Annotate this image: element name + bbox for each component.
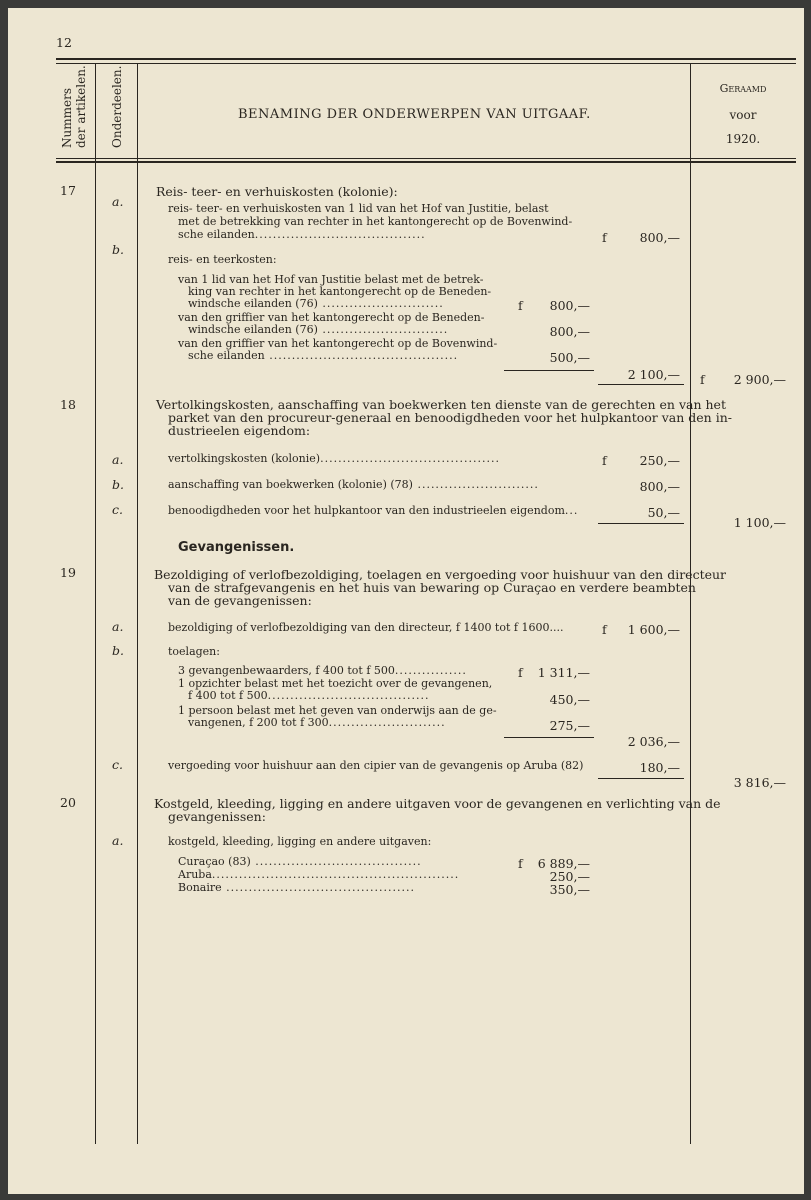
text-line: Curaçao (83) ..................................... [178,855,422,868]
article-total: 3 816,— [733,775,786,790]
amount: 250,— [549,869,590,884]
article-number: 19 [60,565,76,580]
currency-f: f [602,622,607,637]
sum-rule [598,384,684,385]
text-line: king van rechter in het kantongerecht op de Beneden- [188,285,492,298]
text-line: aanschaffing van boekwerken (kolonie) (78) ........................... [168,478,539,491]
text-line: toelagen: [168,645,220,658]
currency-f: f [602,230,607,245]
header-title: BENAMING DER ONDERWERPEN VAN UITGAAF. [238,107,591,122]
header-bottom-rule-2 [56,161,796,163]
text-line: sche eilanden...................................... [178,228,426,241]
sum-rule [598,778,684,779]
sub-letter: a. [112,452,124,467]
amount: 800,— [639,230,680,245]
header-artikelen: der artikelen. [74,65,88,148]
amount: 275,— [549,718,590,733]
text-line: sche eilanden .......................................... [188,349,459,362]
section-heading: Gevangenissen. [178,540,295,555]
header-onderdeelen: Onderdeelen. [110,65,124,148]
amount: 2 036,— [627,734,680,749]
article-number: 20 [60,795,76,810]
sub-letter: a. [112,619,124,634]
sub-letter: b. [112,242,124,257]
header-top-rule-2 [56,63,796,64]
text-line: van 1 lid van het Hof van Justitie belast met de betrek- [178,273,484,286]
amount: 800,— [549,298,590,313]
text-line: windsche eilanden (76) ............................ [188,323,449,336]
sub-letter: c. [112,757,123,772]
amount: 800,— [639,479,680,494]
text-line: dustrieelen eigendom: [168,423,311,438]
text-line: bezoldiging of verlofbezoldiging van den directeur, f 1400 tot f 1600.... [168,621,564,634]
sub-letter: a. [112,833,124,848]
amount: 50,— [647,505,680,520]
text-line: Aruba....................................................... [178,868,460,881]
text-line: reis- en teerkosten: [168,253,277,266]
sum-rule [504,737,594,738]
text-line: benoodigdheden voor het hulpkantoor van den industrieelen eigendom... [168,504,579,517]
text-line: vangenen, f 200 tot f 300.......................... [188,716,446,729]
text-line: vergoeding voor huishuur aan den cipier van de gevangenis op Aruba (82) [168,759,584,772]
article-number: 18 [60,397,76,412]
currency-f: f [518,856,523,871]
header-voor: voor [729,108,757,122]
amount: 800,— [549,324,590,339]
amount: 180,— [639,760,680,775]
amount: 6 889,— [537,856,590,871]
text-line: met de betrekking van rechter in het kantongerecht op de Bovenwind- [178,215,573,228]
text-line: kostgeld, kleeding, ligging en andere uitgaven: [168,835,432,848]
text-line: 1 opzichter belast met het toezicht over de gevangenen, [178,677,493,690]
text-line: Kostgeld, kleeding, ligging en andere uitgaven voor de gevangenen en verlichting van de [154,796,721,811]
header-year: 1920. [725,132,761,146]
text-line: f 400 tot f 500.................................... [188,689,430,702]
sub-letter: b. [112,643,124,658]
text-line: Vertolkingskosten, aanschaffing van boekwerken ten dienste van de gerechten en van het [156,397,726,412]
article-title: Reis- teer- en verhuiskosten (kolonie): [156,184,398,199]
amount: 1 600,— [627,622,680,637]
currency-f: f [518,665,523,680]
sub-letter: c. [112,502,123,517]
text-line: vertolkingskosten (kolonie)........................................ [168,452,500,465]
text-line: 1 persoon belast met het geven van onderwijs aan de ge- [178,704,497,717]
amount: 250,— [639,453,680,468]
currency-f: f [602,453,607,468]
article-total: 2 900,— [733,372,786,387]
header-nummers: Nummers [60,88,74,148]
text-line: 3 gevangenbewaarders, f 400 tot f 500................ [178,664,467,677]
column-divider-3 [690,64,691,1144]
header-geraamd: Geraamd [719,82,767,95]
amount: 1 311,— [537,665,590,680]
amount: 350,— [549,882,590,897]
text-line: van de gevangenissen: [168,593,312,608]
text-line: gevangenissen: [168,809,266,824]
text-line: reis- teer- en verhuiskosten van 1 lid van het Hof van Justitie, belast [168,202,549,215]
sub-letter: a. [112,194,124,209]
text-line: parket van den procureur-generaal en benoodigdheden voor het hulpkantoor van den in- [168,410,732,425]
column-divider-2 [137,64,138,1144]
page-number: 12 [56,35,72,50]
header-top-rule [56,58,796,60]
text-line: van de strafgevangenis en het huis van bewaring op Curaçao en verdere beambten [168,580,696,595]
amount: 500,— [549,350,590,365]
currency-f: f [518,298,523,313]
sum-rule [598,523,684,524]
article-total: 1 100,— [733,515,786,530]
text-line: Bezoldiging of verlofbezoldiging, toelagen en vergoeding voor huishuur van den directeur [154,567,727,582]
amount: 2 100,— [627,367,680,382]
header-bottom-rule [56,158,796,159]
text-line: van den griffier van het kantongerecht op de Bovenwind- [178,337,498,350]
sub-letter: b. [112,477,124,492]
article-number: 17 [60,183,76,198]
text-line: windsche eilanden (76) ........................... [188,297,444,310]
column-divider-1 [95,64,96,1144]
sum-rule [504,370,594,371]
text-line: Bonaire .......................................... [178,881,415,894]
text-line: van den griffier van het kantongerecht op de Beneden- [178,311,485,324]
amount: 450,— [549,692,590,707]
currency-f: f [700,372,705,387]
document-page [8,8,804,1194]
